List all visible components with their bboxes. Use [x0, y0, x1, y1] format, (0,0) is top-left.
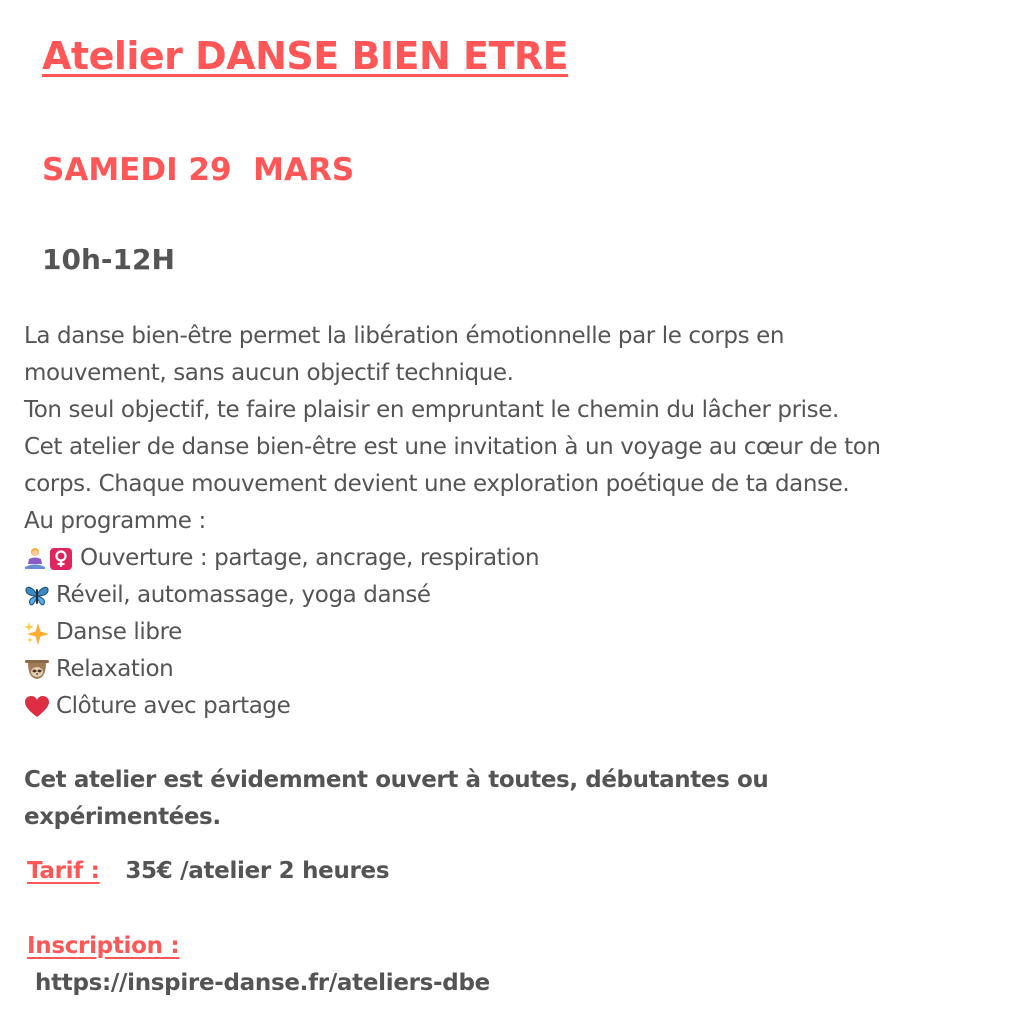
pricing-label: Tarif :: [27, 858, 100, 884]
page-title: Atelier DANSE BIEN ETRE: [42, 34, 569, 78]
program-item-label: Relaxation: [56, 656, 174, 682]
program-item-cloture: [24, 688, 1004, 725]
audience-note-line: Cet atelier est évidemment ouvert à toutes, débutantes ou: [24, 767, 769, 793]
audience-note-line: expérimentées.: [24, 804, 221, 830]
red-heart-icon: [24, 695, 50, 719]
description-line: La danse bien-être permet la libération émotionnelle par le corps en: [24, 323, 785, 349]
program-item-label: Ouverture : partage, ancrage, respiration: [80, 545, 540, 571]
inscription-label: Inscription :: [27, 933, 180, 959]
description-line: corps. Chaque mouvement devient une exploration poétique de ta danse.: [24, 471, 850, 497]
sloth-icon: [24, 658, 50, 682]
program-item-label: Réveil, automassage, yoga dansé: [56, 582, 431, 608]
program-title: Au programme :: [24, 508, 206, 534]
program-item-reveil: [24, 577, 1004, 614]
event-date: SAMEDI 29 MARS: [42, 152, 355, 188]
inscription-url[interactable]: https://inspire-danse.fr/ateliers-dbe: [35, 970, 490, 996]
program-item-ouverture: [24, 540, 1004, 577]
event-time: 10h-12H: [42, 243, 175, 276]
program-item-danse-libre: [24, 614, 1004, 651]
audience-note: [24, 762, 924, 836]
pricing-value: 35€ /atelier 2 heures: [125, 858, 390, 884]
sparkles-icon: [24, 621, 50, 645]
program-item-relaxation: [24, 651, 1004, 688]
description-line: Cet atelier de danse bien-être est une invitation à un voyage au cœur de ton: [24, 434, 881, 460]
description-block: [24, 318, 1004, 725]
butterfly-icon: [24, 584, 50, 608]
meditating-woman-icon: [24, 547, 74, 571]
program-item-label: Clôture avec partage: [56, 693, 291, 719]
description-line: mouvement, sans aucun objectif technique.: [24, 360, 514, 386]
description-line: Ton seul objectif, te faire plaisir en empruntant le chemin du lâcher prise.: [24, 397, 839, 423]
program-item-label: Danse libre: [56, 619, 182, 645]
pricing: [27, 858, 389, 884]
